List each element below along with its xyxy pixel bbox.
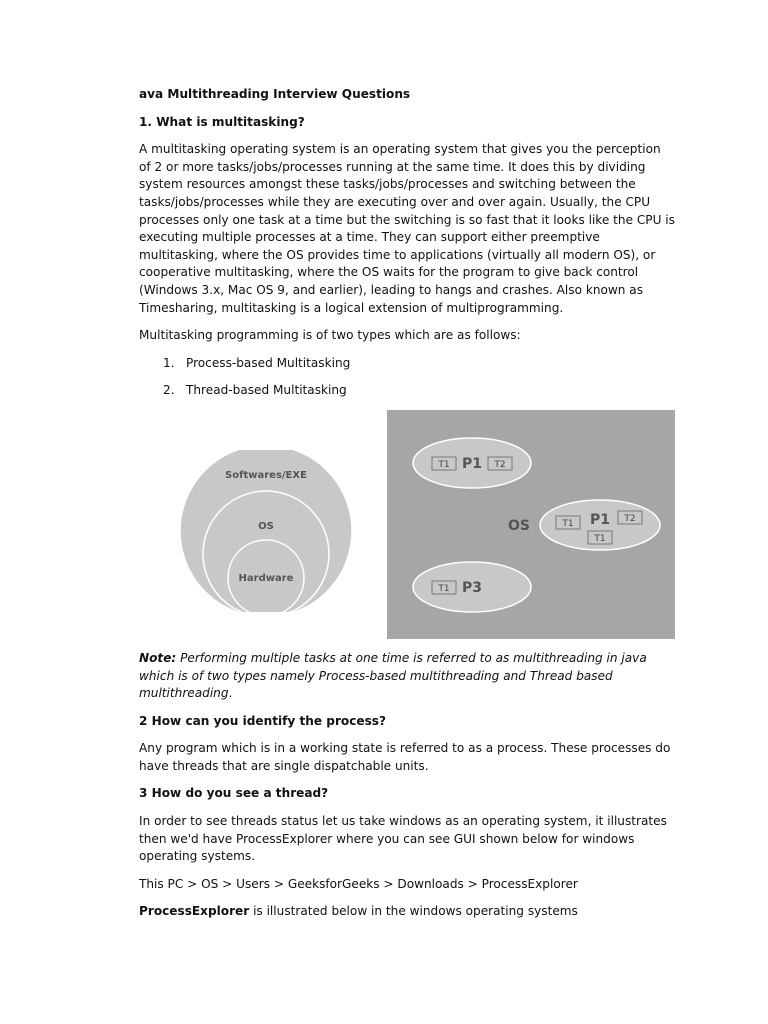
processexplorer-bold: ProcessExplorer — [139, 904, 250, 919]
nested-circles-diagram — [179, 450, 353, 612]
figures-row — [139, 410, 675, 640]
middle-label: OS — [258, 520, 274, 532]
note-label: Note: — [139, 650, 177, 665]
path-breadcrumb: This PC > OS > Users > GeeksforGeeks > Downloads > ProcessExplorer — [139, 876, 578, 891]
os-processes-diagram — [387, 410, 675, 639]
note-text: Performing multiple tasks at one time is referred to as multithreading in java which is of two types namely Process-based multithreading and Thread based multithreading — [139, 650, 647, 701]
paragraph-thread: In order to see threads status let us take windows as an operating system, it illustrates then we'd have ProcessExplorer where you can see GUI shown below for windows operating systems. — [139, 814, 667, 864]
question-2: 2 How can you identify the process? — [139, 713, 387, 728]
outer-label: Softwares/EXE — [225, 469, 307, 481]
thread-label: T1 — [562, 518, 574, 529]
thread-label: T2 — [494, 459, 506, 470]
thread-label: T2 — [624, 513, 636, 524]
process-label: P3 — [461, 579, 483, 596]
list-item: 2. Thread-based Multitasking — [163, 383, 347, 398]
process-label: P1 — [589, 511, 611, 528]
processexplorer-rest: is illustrated below in the windows operating systems — [249, 904, 578, 919]
process-label: P1 — [461, 455, 483, 472]
os-label: OS — [508, 517, 530, 534]
paragraph-types: Multitasking programming is of two types which are as follows: — [139, 328, 521, 343]
inner-label: Hardware — [238, 572, 294, 584]
types-list — [139, 355, 675, 400]
thread-label: T1 — [594, 533, 606, 544]
doc-title: ava Multithreading Interview Questions — [139, 87, 411, 101]
paragraph-process: Any program which is in a working state is referred to as a process. These processes do have threads that are single dispatchable units. — [139, 741, 671, 773]
note-end: . — [228, 686, 233, 701]
question-1: 1. What is multitasking? — [139, 114, 305, 129]
thread-label: T1 — [438, 459, 450, 470]
note-paragraph — [139, 650, 675, 703]
thread-label: T1 — [438, 583, 450, 594]
paragraph-multitasking: A multitasking operating system is an operating system that gives you the perception of 2 or more tasks/jobs/processes running at the same time. It does this by dividing system resources amongst these tasks/jobs/processes and switching between the tasks/jobs/processes while they are executing over and over again. Usually, the CPU processes only one task at a time but the switching is so fast that it looks like the CPU is executing multiple processes at a time. They can support either preemptive multitasking, where the OS provides time to applications (virtually all modern OS), or cooperative multitasking, where the OS waits for the program to give back control (Windows 3.x, Mac OS 9, and earlier), leading to hangs and crashes. Also known as Timesharing, multitasking is a logical extension of multiprogramming. — [139, 142, 675, 315]
question-3: 3 How do you see a thread? — [139, 786, 329, 801]
paragraph-processexplorer — [139, 903, 675, 921]
list-item: 1. Process-based Multitasking — [163, 355, 351, 370]
document-page — [139, 86, 675, 931]
